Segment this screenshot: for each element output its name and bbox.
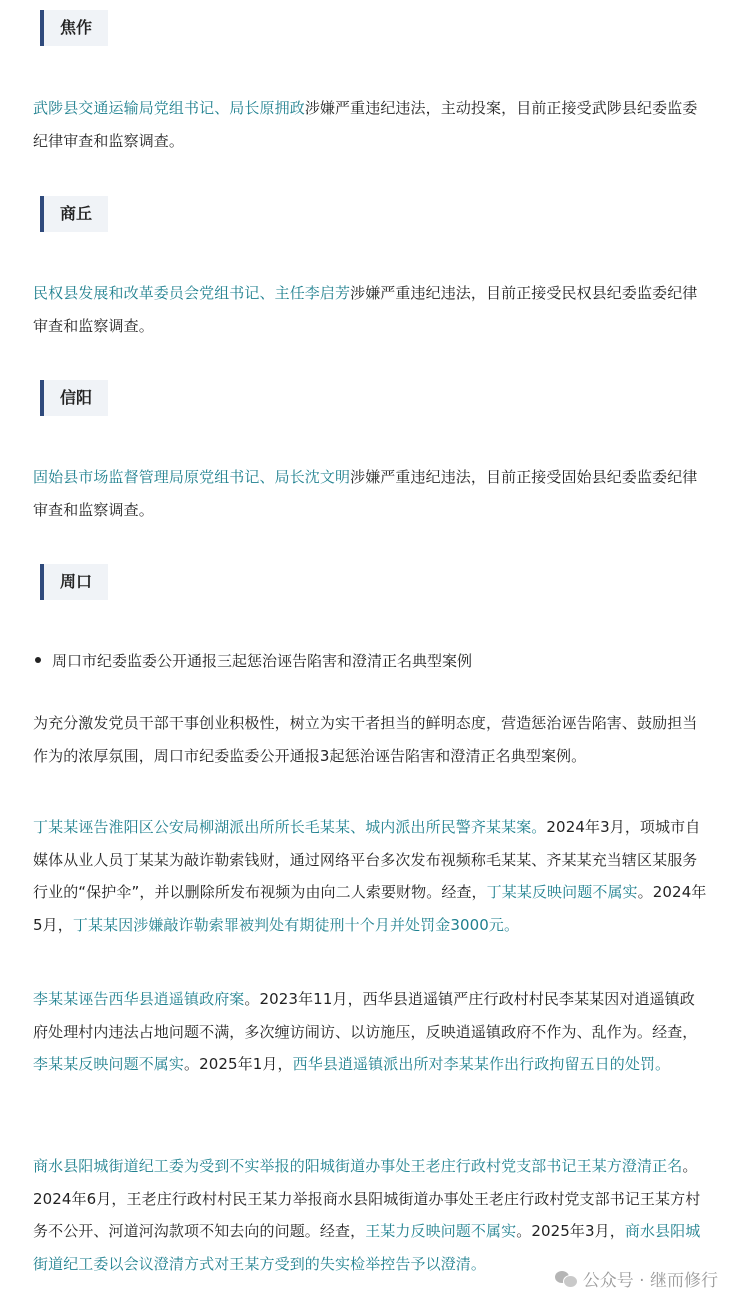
section-paragraph-xinyang xyxy=(33,461,709,526)
paragraph-text: 涉嫌严重违纪违法，主动投案，目前正接受武陟县纪委监委纪律审查和监察调查。 xyxy=(33,99,698,150)
section-heading-label: 信阳 xyxy=(60,388,93,407)
section-paragraph-shangqiu xyxy=(33,277,709,342)
section-heading-zhoukou xyxy=(40,564,108,600)
paragraph-text: 为充分激发党员干部干事创业积极性，树立为实干者担当的鲜明态度，营造惩治诬告陷害、鼓励担当作为的浓厚氛围，周口市纪委监委公开通报3起惩治诬告陷害和澄清正名典型案例。 xyxy=(33,714,698,765)
section-paragraph-jiaozuo xyxy=(33,92,709,157)
section-heading-label: 焦作 xyxy=(60,18,93,37)
highlighted-text: 固始县市场监督管理局原党组书记、局长沈文明 xyxy=(33,468,351,486)
wechat-icon xyxy=(555,1269,577,1287)
paragraph-text: 。2023年11月，西华县逍遥镇严庄行政村村民李某某因对逍遥镇政府处理村内违法占地问题不满，多次缠访闹访、以访施压，反映逍遥镇政府不作为、乱作为。经查， xyxy=(33,990,698,1041)
paragraph-text: 涉嫌严重违纪违法，目前正接受民权县纪委监委纪律审查和监察调查。 xyxy=(33,284,698,335)
paragraph-text: 。2025年3月， xyxy=(516,1222,625,1240)
highlighted-text: 李某某反映问题不属实 xyxy=(33,1055,185,1073)
watermark-text: 公众号 · 继而修行 xyxy=(582,1270,718,1291)
case-paragraph-2 xyxy=(33,983,709,1081)
highlighted-text: 商水县阳城街道纪工委以会议澄清方式对王某方受到的失实检举控告予以澄清。 xyxy=(33,1222,701,1273)
highlighted-text: 西华县逍遥镇派出所对李某某作出行政拘留五日的处罚。 xyxy=(292,1055,671,1073)
case-title: 商水县阳城街道纪工委为受到不实举报的阳城街道办事处王老庄行政村党支部书记王某方澄清正名 xyxy=(33,1157,683,1175)
case-paragraph-3 xyxy=(33,1150,709,1280)
paragraph-text: 涉嫌严重违纪违法，目前正接受固始县纪委监委纪律审查和监察调查。 xyxy=(33,468,698,519)
section-heading-label: 周口 xyxy=(60,572,93,591)
highlighted-text: 武陟县交通运输局党组书记、局长原拥政 xyxy=(33,99,305,117)
watermark xyxy=(555,1264,718,1292)
paragraph-text: 。2024年6月，王老庄行政村村民王某力举报商水县阳城街道办事处王老庄行政村党支部书记王某方村务不公开、河道河沟款项不知去向的问题。经查， xyxy=(33,1157,701,1240)
case-title: 丁某某诬告淮阳区公安局柳湖派出所所长毛某某、城内派出所民警齐某某案。 xyxy=(33,818,547,836)
bullet-text: 周口市纪委监委公开通报三起惩治诬告陷害和澄清正名典型案例 xyxy=(52,652,473,670)
bullet-icon xyxy=(35,657,41,663)
paragraph-text: 。2025年1月， xyxy=(184,1055,293,1073)
section-heading-xinyang xyxy=(40,380,108,416)
highlighted-text: 丁某某反映问题不属实 xyxy=(486,883,638,901)
paragraph-text: 2024年3月，项城市自媒体从业人员丁某某为敲诈勒索钱财，通过网络平台多次发布视频称毛某某、齐某某充当辖区某服务行业的“保护伞”，并以删除所发布视频为由向二人索要财物。经查， xyxy=(33,818,701,901)
case-title: 李某某诬告西华县逍遥镇政府案 xyxy=(33,990,245,1008)
bullet-list-item xyxy=(33,648,709,674)
section-heading-jiaozuo xyxy=(40,10,108,46)
case-paragraph-1 xyxy=(33,811,709,941)
intro-paragraph xyxy=(33,707,709,772)
highlighted-text: 丁某某因涉嫌敲诈勒索罪被判处有期徒刑十个月并处罚金3000元。 xyxy=(72,915,520,934)
section-heading-label: 商丘 xyxy=(60,204,93,223)
section-heading-shangqiu xyxy=(40,196,108,232)
highlighted-text: 王某力反映问题不属实 xyxy=(365,1222,517,1240)
paragraph-text: 。2024年5月， xyxy=(33,883,707,934)
highlighted-text: 民权县发展和改革委员会党组书记、主任李启芳 xyxy=(33,284,351,302)
